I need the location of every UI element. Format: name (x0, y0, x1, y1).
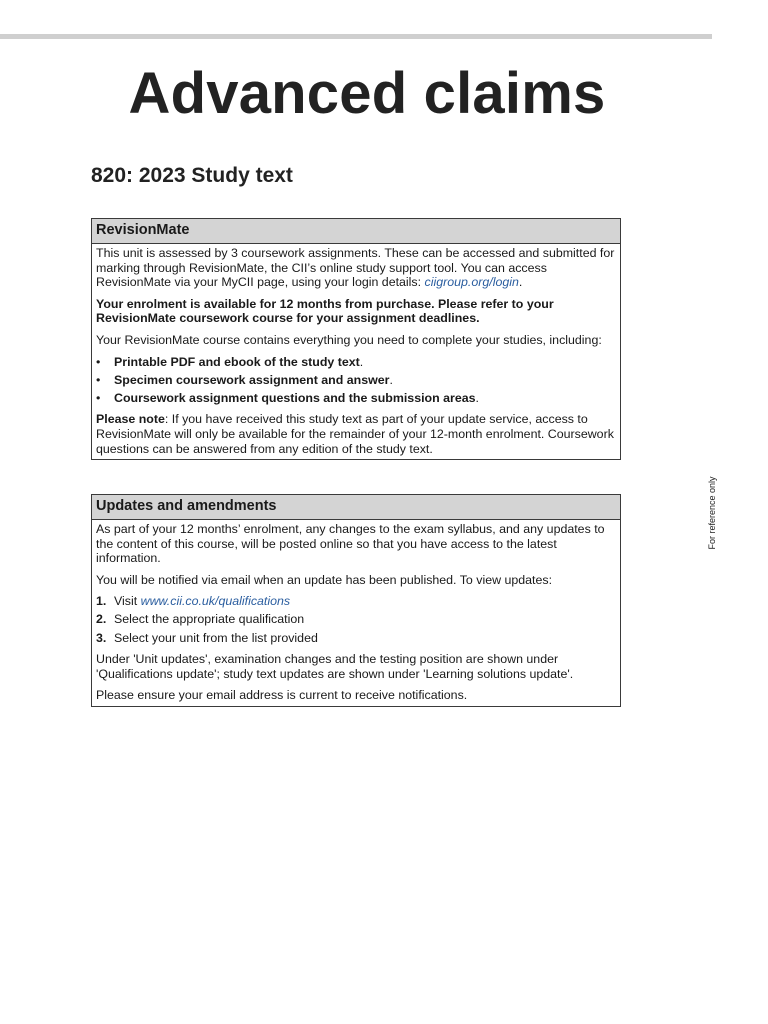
revisionmate-intro-end: . (518, 275, 523, 290)
revisionmate-heading: RevisionMate (92, 219, 620, 244)
page-title: Advanced claims (128, 61, 606, 126)
list-item (96, 594, 616, 609)
updates-box (91, 494, 621, 707)
cii-qualifications-link[interactable]: www.cii.co.uk/qualifications (140, 594, 291, 609)
step-text: Select your unit from the list provided (114, 630, 318, 645)
step-number: 2. (96, 612, 107, 627)
list-item (96, 391, 616, 406)
please-note-text: : If you have received this study text as part of your update service, access to RevisionMate will only be available for the remainder of your 12-month enrolment. Coursework questions can be answered from any edition of the study text. (96, 412, 614, 456)
revisionmate-box (91, 218, 621, 460)
list-item (96, 355, 616, 370)
bullet-marker: • (96, 390, 101, 405)
step-text: Visit (114, 594, 141, 609)
updates-intro: As part of your 12 months’ enrolment, any changes to the exam syllabus, and any updates to the content of this course, will be posted online so that you have access to the latest information. (96, 522, 605, 566)
enrolment-notice: Your enrolment is available for 12 months from purchase. Please refer to your RevisionMate coursework course for your assignment deadlines. (96, 296, 554, 326)
bullet-marker: • (96, 354, 101, 369)
list-item (96, 631, 616, 646)
updates-notification: You will be notified via email when an update has been published. To view updates: (96, 572, 553, 587)
bullet-marker: • (96, 372, 101, 387)
list-item-rest: . (389, 372, 393, 387)
step-text: Select the appropriate qualification (114, 612, 305, 627)
list-item-rest: . (359, 354, 364, 369)
updates-heading: Updates and amendments (92, 495, 620, 520)
course-contents-intro: Your RevisionMate course contains everything you need to complete your studies, including: (96, 332, 602, 347)
step-number: 1. (96, 594, 107, 609)
list-item-rest: . (475, 390, 479, 405)
revisionmate-body (92, 244, 620, 459)
list-item (96, 612, 616, 627)
page-subtitle: 820: 2023 Study text (91, 164, 293, 187)
side-note-text: For reference only (707, 476, 717, 550)
list-item-bold: Coursework assignment questions and the submission areas (114, 390, 476, 405)
please-note-label: Please note (96, 412, 165, 427)
update-steps-list (96, 594, 616, 645)
top-divider (0, 34, 712, 39)
list-item (96, 373, 616, 388)
course-contents-list (96, 355, 616, 406)
email-reminder: Please ensure your email address is current to receive notifications. (96, 688, 468, 703)
revisionmate-intro (96, 246, 616, 290)
list-item-bold: Specimen coursework assignment and answer (114, 372, 390, 387)
ciigroup-login-link[interactable]: ciigroup.org/login (424, 275, 519, 290)
revisionmate-intro-text: This unit is assessed by 3 coursework assignments. These can be accessed and submitted for marking through RevisionMate, the CII’s online study support tool. You can access RevisionMate via your MyCII page, using your login details: (96, 246, 615, 290)
list-item-bold: Printable PDF and ebook of the study text (114, 354, 360, 369)
updates-locations: Under 'Unit updates', examination changes and the testing position are shown under 'Qualifications update'; study text updates are shown under 'Learning solutions update'. (96, 652, 574, 681)
step-number: 3. (96, 630, 107, 645)
updates-body (92, 520, 620, 706)
please-note (96, 412, 616, 456)
